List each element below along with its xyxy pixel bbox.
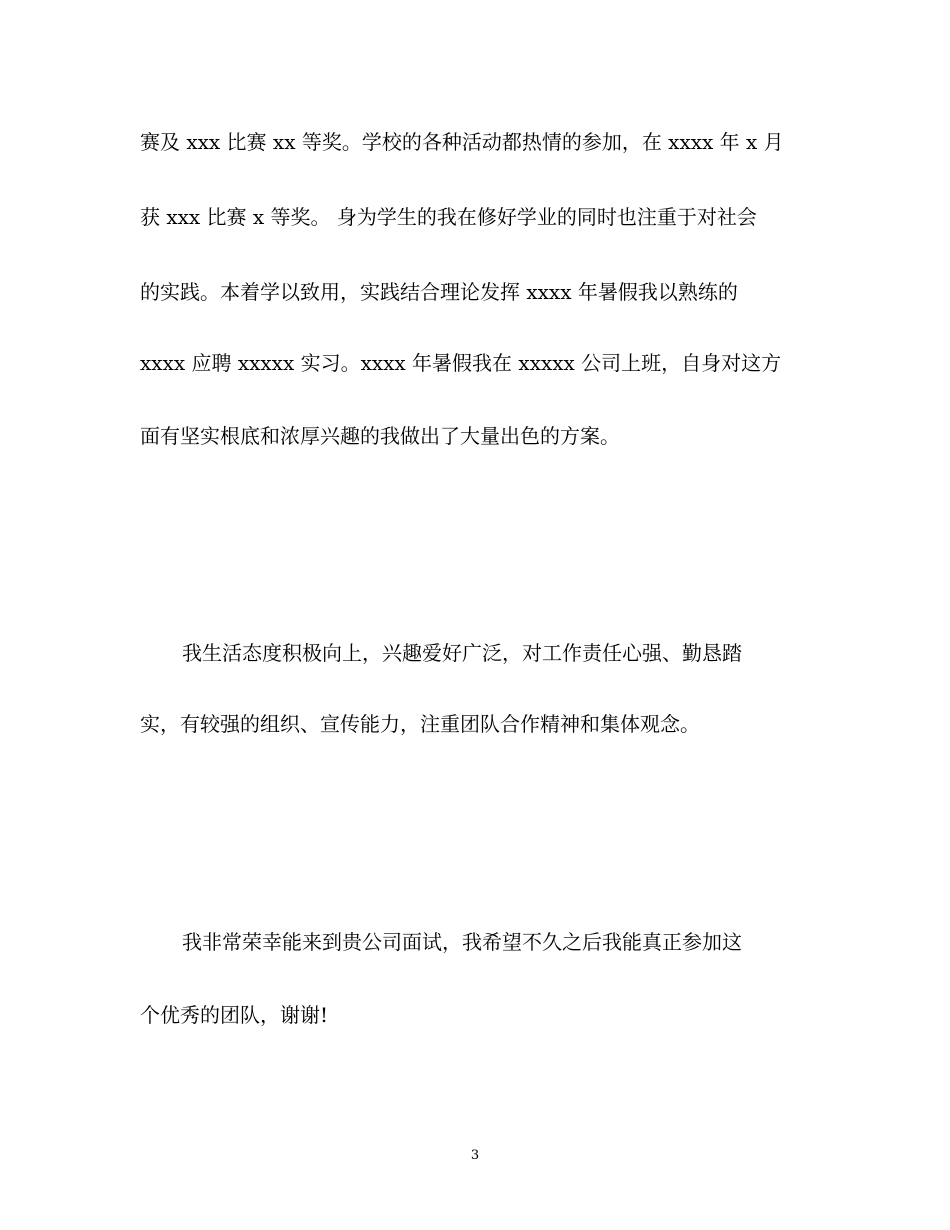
paragraph-3-line-2: 个优秀的团队，谢谢! [140,1003,329,1027]
paragraph-2-line-1: 我生活态度积极向上，兴趣爱好广泛，对工作责任心强、勤恳踏 [182,641,742,665]
paragraph-1-line-2: 获 xxx 比赛 x 等奖。 身为学生的我在修好学业的同时也注重于对社会 [140,205,757,229]
paragraph-1-line-1: 赛及 xxx 比赛 xx 等奖。学校的各种活动都热情的参加，在 xxxx 年 x 月 [140,130,784,154]
paragraph-1-line-3: 的实践。本着学以致用，实践结合理论发挥 xxxx 年暑假我以熟练的 [140,280,738,304]
paragraph-2-line-2: 实，有较强的组织、宣传能力，注重团队合作精神和集体观念。 [140,712,700,736]
page-number: 3 [470,1148,480,1163]
paragraph-1-line-4: xxxx 应聘 xxxxx 实习。xxxx 年暑假我在 xxxxx 公司上班，自身对这方 [140,351,782,375]
paragraph-1-line-5: 面有坚实根底和浓厚兴趣的我做出了大量出色的方案。 [140,424,620,448]
paragraph-3-line-1: 我非常荣幸能来到贵公司面试，我希望不久之后我能真正参加这 [182,930,742,954]
